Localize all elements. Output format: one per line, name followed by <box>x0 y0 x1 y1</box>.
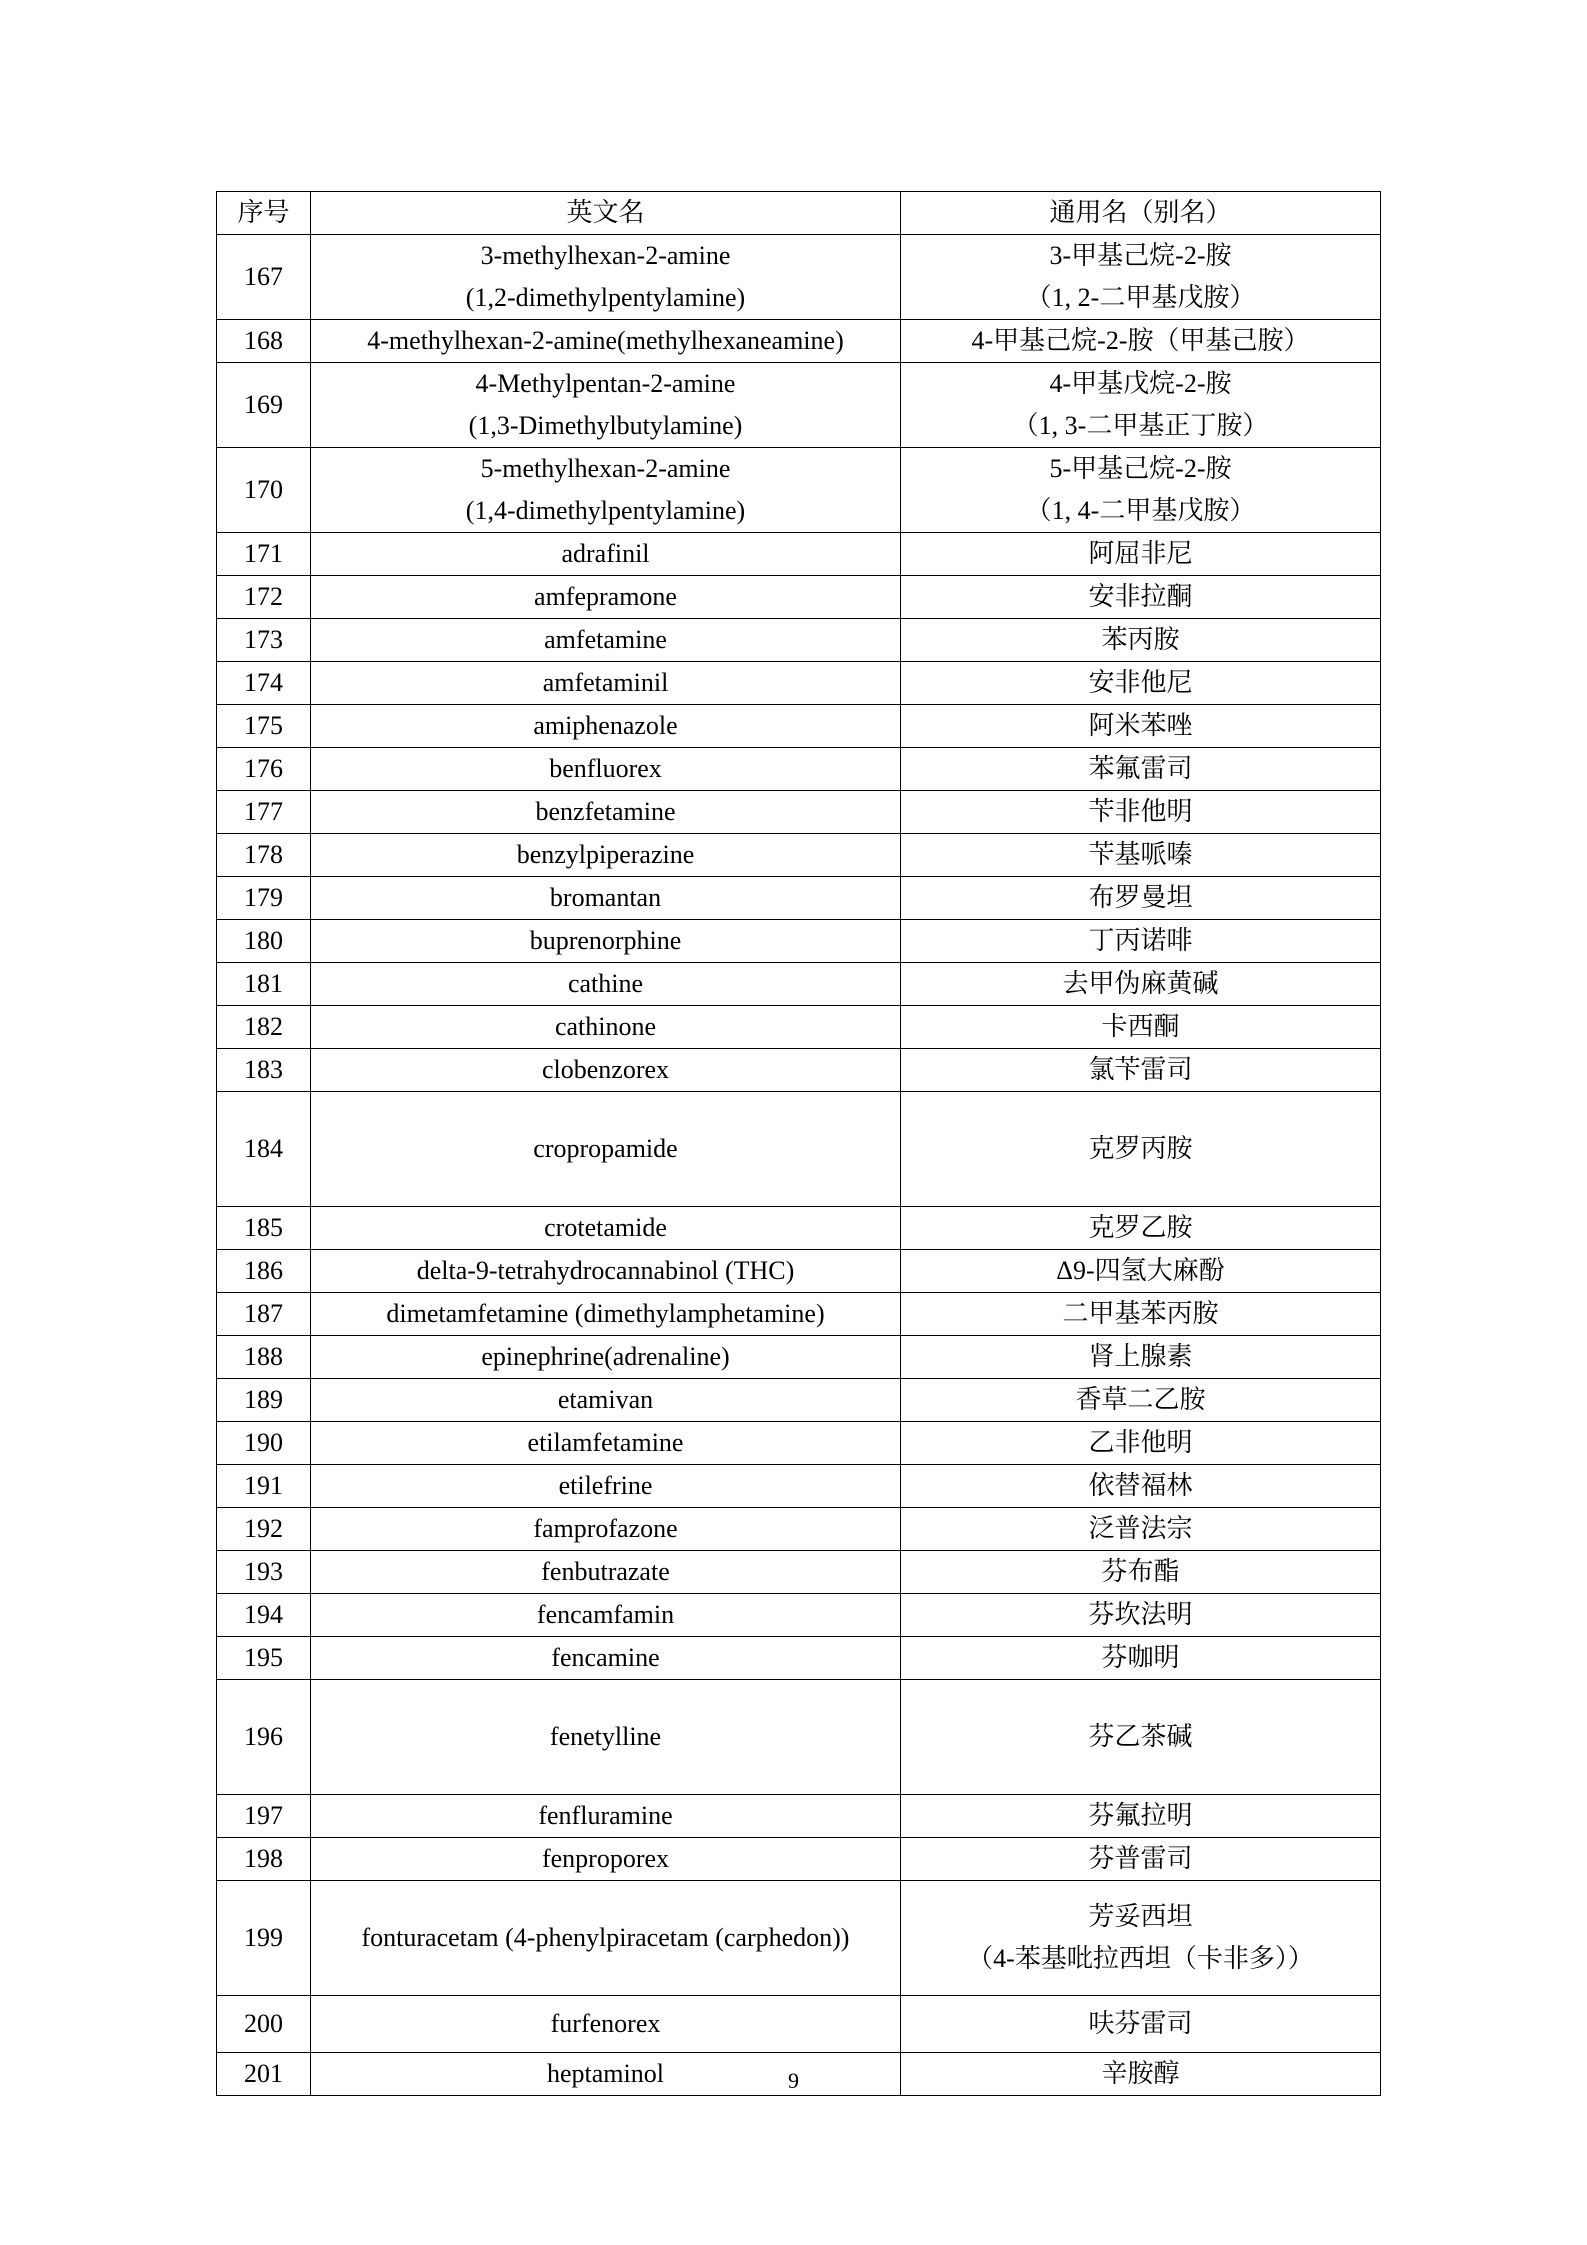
table-row <box>217 834 1381 877</box>
common-name-line: 苄基哌嗪 <box>1088 840 1193 869</box>
table-row <box>217 619 1381 662</box>
cell-common-name <box>901 834 1381 877</box>
table-row <box>217 1422 1381 1465</box>
cell-number: 193 <box>217 1551 311 1594</box>
cell-number: 180 <box>217 920 311 963</box>
table-row <box>217 1594 1381 1637</box>
common-name-line: 5-甲基己烷-2-胺 <box>1049 454 1232 483</box>
cell-number: 197 <box>217 1795 311 1838</box>
cell-number: 190 <box>217 1422 311 1465</box>
cell-common-name <box>901 1594 1381 1637</box>
cell-english-name <box>311 1996 901 2053</box>
common-name-line: 安非他尼 <box>1088 668 1193 697</box>
cell-number: 198 <box>217 1838 311 1881</box>
cell-english-name <box>311 834 901 877</box>
cell-english-name <box>311 920 901 963</box>
cell-common-name <box>901 748 1381 791</box>
cell-english-name <box>311 576 901 619</box>
cell-number: 175 <box>217 705 311 748</box>
english-name-line: 4-Methylpentan-2-amine <box>475 369 736 398</box>
table-row <box>217 963 1381 1006</box>
cell-common-name <box>901 1336 1381 1379</box>
english-name-line: famprofazone <box>533 1514 678 1543</box>
cell-common-name <box>901 1006 1381 1049</box>
common-name-line: 阿米苯唑 <box>1088 711 1193 740</box>
table-row <box>217 448 1381 533</box>
english-name-line: fenproporex <box>541 1844 670 1873</box>
common-name-line: 苯氟雷司 <box>1088 754 1193 783</box>
cell-english-name <box>311 619 901 662</box>
english-name-line: epinephrine(adrenaline) <box>481 1342 730 1371</box>
english-name-line: benfluorex <box>549 754 662 783</box>
table-row <box>217 1795 1381 1838</box>
table-row <box>217 1049 1381 1092</box>
cell-number: 173 <box>217 619 311 662</box>
english-name-line: delta-9-tetrahydrocannabinol (THC) <box>416 1256 795 1285</box>
cell-english-name <box>311 533 901 576</box>
cell-english-name <box>311 235 901 320</box>
common-name-line: 呋芬雷司 <box>1088 2009 1193 2038</box>
cell-number: 194 <box>217 1594 311 1637</box>
table-row <box>217 748 1381 791</box>
common-name-line: 苯丙胺 <box>1101 625 1180 654</box>
cell-number: 167 <box>217 235 311 320</box>
cell-number: 195 <box>217 1637 311 1680</box>
cell-common-name <box>901 1508 1381 1551</box>
cell-number: 171 <box>217 533 311 576</box>
cell-number: 185 <box>217 1207 311 1250</box>
english-name-line: amfetamine <box>544 625 667 654</box>
cell-common-name <box>901 576 1381 619</box>
english-name-line: fenetylline <box>549 1722 662 1751</box>
english-name-line: (1,4-dimethylpentylamine) <box>465 496 746 525</box>
common-name-line: 芬乙茶碱 <box>1088 1722 1193 1751</box>
common-name-line: 芳妥西坦 <box>1088 1902 1193 1931</box>
table-row <box>217 1508 1381 1551</box>
cell-english-name <box>311 320 901 363</box>
table-row <box>217 576 1381 619</box>
table-row <box>217 1092 1381 1207</box>
english-name-line: fencamine <box>551 1643 660 1672</box>
cell-english-name <box>311 1838 901 1881</box>
cell-english-name <box>311 1881 901 1996</box>
english-name-line: fenbutrazate <box>541 1557 670 1586</box>
cell-number: 178 <box>217 834 311 877</box>
cell-english-name <box>311 1049 901 1092</box>
table-row <box>217 1881 1381 1996</box>
common-name-line: 克罗丙胺 <box>1088 1134 1193 1163</box>
cell-english-name <box>311 1465 901 1508</box>
english-name-line: cropropamide <box>533 1134 678 1163</box>
common-name-line: 卡西酮 <box>1101 1012 1180 1041</box>
table-row <box>217 1207 1381 1250</box>
cell-number: 172 <box>217 576 311 619</box>
common-name-line: 芬氟拉明 <box>1088 1801 1193 1830</box>
cell-common-name <box>901 1996 1381 2053</box>
cell-common-name <box>901 1881 1381 1996</box>
table-row <box>217 1637 1381 1680</box>
cell-common-name <box>901 1637 1381 1680</box>
common-name-line: 芬普雷司 <box>1088 1844 1193 1873</box>
cell-number: 196 <box>217 1680 311 1795</box>
common-name-line: 氯苄雷司 <box>1088 1055 1193 1084</box>
common-name-line: （1, 2-二甲基戊胺） <box>1025 283 1256 312</box>
cell-english-name <box>311 1006 901 1049</box>
cell-number: 183 <box>217 1049 311 1092</box>
table-row <box>217 533 1381 576</box>
english-name-line: benzfetamine <box>535 797 676 826</box>
table-row <box>217 1465 1381 1508</box>
common-name-line: 依替福林 <box>1088 1471 1193 1500</box>
cell-common-name <box>901 619 1381 662</box>
table-row <box>217 363 1381 448</box>
english-name-line: fencamfamin <box>536 1600 675 1629</box>
cell-english-name <box>311 363 901 448</box>
prohibited-substances-table <box>216 191 1381 2096</box>
common-name-line: 乙非他明 <box>1088 1428 1193 1457</box>
common-name-line: 布罗曼坦 <box>1088 883 1193 912</box>
cell-common-name <box>901 1465 1381 1508</box>
cell-common-name <box>901 1250 1381 1293</box>
table-row <box>217 662 1381 705</box>
cell-english-name <box>311 662 901 705</box>
header-common-name: 通用名（别名） <box>901 192 1381 235</box>
table-row <box>217 1293 1381 1336</box>
cell-common-name <box>901 1795 1381 1838</box>
table-header-row <box>217 192 1381 235</box>
cell-english-name <box>311 1508 901 1551</box>
common-name-line: 芬咖明 <box>1101 1643 1180 1672</box>
table-row <box>217 705 1381 748</box>
cell-number: 179 <box>217 877 311 920</box>
cell-english-name <box>311 963 901 1006</box>
cell-english-name <box>311 1637 901 1680</box>
cell-common-name <box>901 705 1381 748</box>
cell-english-name <box>311 1336 901 1379</box>
common-name-line: 安非拉酮 <box>1088 582 1193 611</box>
table-body <box>217 235 1381 2096</box>
cell-common-name <box>901 1551 1381 1594</box>
table-row <box>217 1996 1381 2053</box>
english-name-line: (1,3-Dimethylbutylamine) <box>468 411 743 440</box>
english-name-line: amfepramone <box>534 582 677 611</box>
english-name-line: 5-methylhexan-2-amine <box>480 454 731 483</box>
cell-english-name <box>311 705 901 748</box>
english-name-line: dimetamfetamine (dimethylamphetamine) <box>386 1299 825 1328</box>
cell-common-name <box>901 1838 1381 1881</box>
cell-english-name <box>311 1551 901 1594</box>
cell-english-name <box>311 448 901 533</box>
common-name-line: 阿屈非尼 <box>1088 539 1193 568</box>
common-name-line: 丁丙诺啡 <box>1088 926 1193 955</box>
common-name-line: （4-苯基吡拉西坦（卡非多）） <box>967 1944 1314 1973</box>
table-row <box>217 1006 1381 1049</box>
cell-common-name <box>901 877 1381 920</box>
english-name-line: adrafinil <box>561 539 650 568</box>
cell-number: 192 <box>217 1508 311 1551</box>
english-name-line: cathinone <box>554 1012 657 1041</box>
common-name-line: 去甲伪麻黄碱 <box>1062 969 1219 998</box>
common-name-line: 二甲基苯丙胺 <box>1062 1299 1219 1328</box>
cell-common-name <box>901 920 1381 963</box>
common-name-line: 3-甲基己烷-2-胺 <box>1049 241 1232 270</box>
english-name-line: buprenorphine <box>529 926 682 955</box>
cell-english-name <box>311 1379 901 1422</box>
cell-common-name <box>901 1422 1381 1465</box>
common-name-line: 芬布酯 <box>1101 1557 1180 1586</box>
common-name-line: 克罗乙胺 <box>1088 1213 1193 1242</box>
common-name-line: 辛胺醇 <box>1101 2059 1180 2088</box>
english-name-line: 4-methylhexan-2-amine(methylhexaneamine) <box>367 326 844 355</box>
english-name-line: etilamfetamine <box>527 1428 684 1457</box>
cell-common-name <box>901 533 1381 576</box>
common-name-line: Δ9-四氢大麻酚 <box>1056 1256 1225 1285</box>
cell-common-name <box>901 1379 1381 1422</box>
english-name-line: crotetamide <box>544 1213 667 1242</box>
cell-number: 168 <box>217 320 311 363</box>
page-number: 9 <box>788 2068 799 2093</box>
english-name-line: heptaminol <box>547 2059 664 2088</box>
cell-number: 184 <box>217 1092 311 1207</box>
table-row <box>217 791 1381 834</box>
english-name-line: cathine <box>567 969 644 998</box>
cell-english-name <box>311 1293 901 1336</box>
table-row <box>217 1379 1381 1422</box>
cell-english-name <box>311 1250 901 1293</box>
cell-common-name <box>901 320 1381 363</box>
cell-common-name <box>901 1049 1381 1092</box>
cell-number: 187 <box>217 1293 311 1336</box>
cell-english-name <box>311 1680 901 1795</box>
cell-common-name <box>901 1680 1381 1795</box>
cell-number: 191 <box>217 1465 311 1508</box>
table-row <box>217 920 1381 963</box>
cell-common-name <box>901 1207 1381 1250</box>
cell-number: 176 <box>217 748 311 791</box>
common-name-line: 肾上腺素 <box>1088 1342 1193 1371</box>
cell-common-name <box>901 1092 1381 1207</box>
cell-common-name <box>901 363 1381 448</box>
table-row <box>217 320 1381 363</box>
table-row <box>217 1551 1381 1594</box>
cell-english-name <box>311 791 901 834</box>
cell-common-name <box>901 1293 1381 1336</box>
cell-number: 181 <box>217 963 311 1006</box>
english-name-line: amfetaminil <box>542 668 669 697</box>
english-name-line: bromantan <box>549 883 662 912</box>
cell-number: 189 <box>217 1379 311 1422</box>
table-row <box>217 877 1381 920</box>
cell-english-name <box>311 1795 901 1838</box>
cell-number: 174 <box>217 662 311 705</box>
common-name-line: 苄非他明 <box>1088 797 1193 826</box>
common-name-line: （1, 3-二甲基正丁胺） <box>1012 411 1269 440</box>
cell-common-name <box>901 963 1381 1006</box>
table-row <box>217 1336 1381 1379</box>
cell-number: 188 <box>217 1336 311 1379</box>
cell-common-name <box>901 235 1381 320</box>
english-name-line: clobenzorex <box>541 1055 670 1084</box>
cell-common-name <box>901 448 1381 533</box>
cell-common-name <box>901 662 1381 705</box>
common-name-line: （1, 4-二甲基戊胺） <box>1025 496 1256 525</box>
common-name-line: 芬坎法明 <box>1088 1600 1193 1629</box>
cell-number: 170 <box>217 448 311 533</box>
table-row <box>217 1250 1381 1293</box>
cell-english-name <box>311 1594 901 1637</box>
english-name-line: fonturacetam (4-phenylpiracetam (carphedon)) <box>361 1923 850 1952</box>
english-name-line: fenfluramine <box>538 1801 673 1830</box>
cell-number: 200 <box>217 1996 311 2053</box>
common-name-line: 4-甲基戊烷-2-胺 <box>1049 369 1232 398</box>
cell-english-name <box>311 1422 901 1465</box>
cell-number: 199 <box>217 1881 311 1996</box>
cell-english-name <box>311 748 901 791</box>
common-name-line: 泛普法宗 <box>1088 1514 1193 1543</box>
english-name-line: etamivan <box>557 1385 654 1414</box>
header-english-name: 英文名 <box>311 192 901 235</box>
cell-english-name <box>311 877 901 920</box>
english-name-line: etilefrine <box>558 1471 653 1500</box>
english-name-line: benzylpiperazine <box>516 840 695 869</box>
english-name-line: furfenorex <box>550 2009 661 2038</box>
table-row <box>217 1838 1381 1881</box>
english-name-line: amiphenazole <box>533 711 678 740</box>
cell-number: 182 <box>217 1006 311 1049</box>
common-name-line: 香草二乙胺 <box>1075 1385 1206 1414</box>
table-row <box>217 235 1381 320</box>
cell-english-name <box>311 1207 901 1250</box>
cell-number: 186 <box>217 1250 311 1293</box>
cell-number: 169 <box>217 363 311 448</box>
cell-number: 201 <box>217 2053 311 2096</box>
english-name-line: (1,2-dimethylpentylamine) <box>465 283 746 312</box>
cell-common-name <box>901 791 1381 834</box>
cell-english-name <box>311 1092 901 1207</box>
header-number: 序号 <box>217 192 311 235</box>
common-name-line: 4-甲基己烷-2-胺（甲基己胺） <box>971 326 1310 355</box>
cell-number: 177 <box>217 791 311 834</box>
english-name-line: 3-methylhexan-2-amine <box>480 241 731 270</box>
table-row <box>217 1680 1381 1795</box>
